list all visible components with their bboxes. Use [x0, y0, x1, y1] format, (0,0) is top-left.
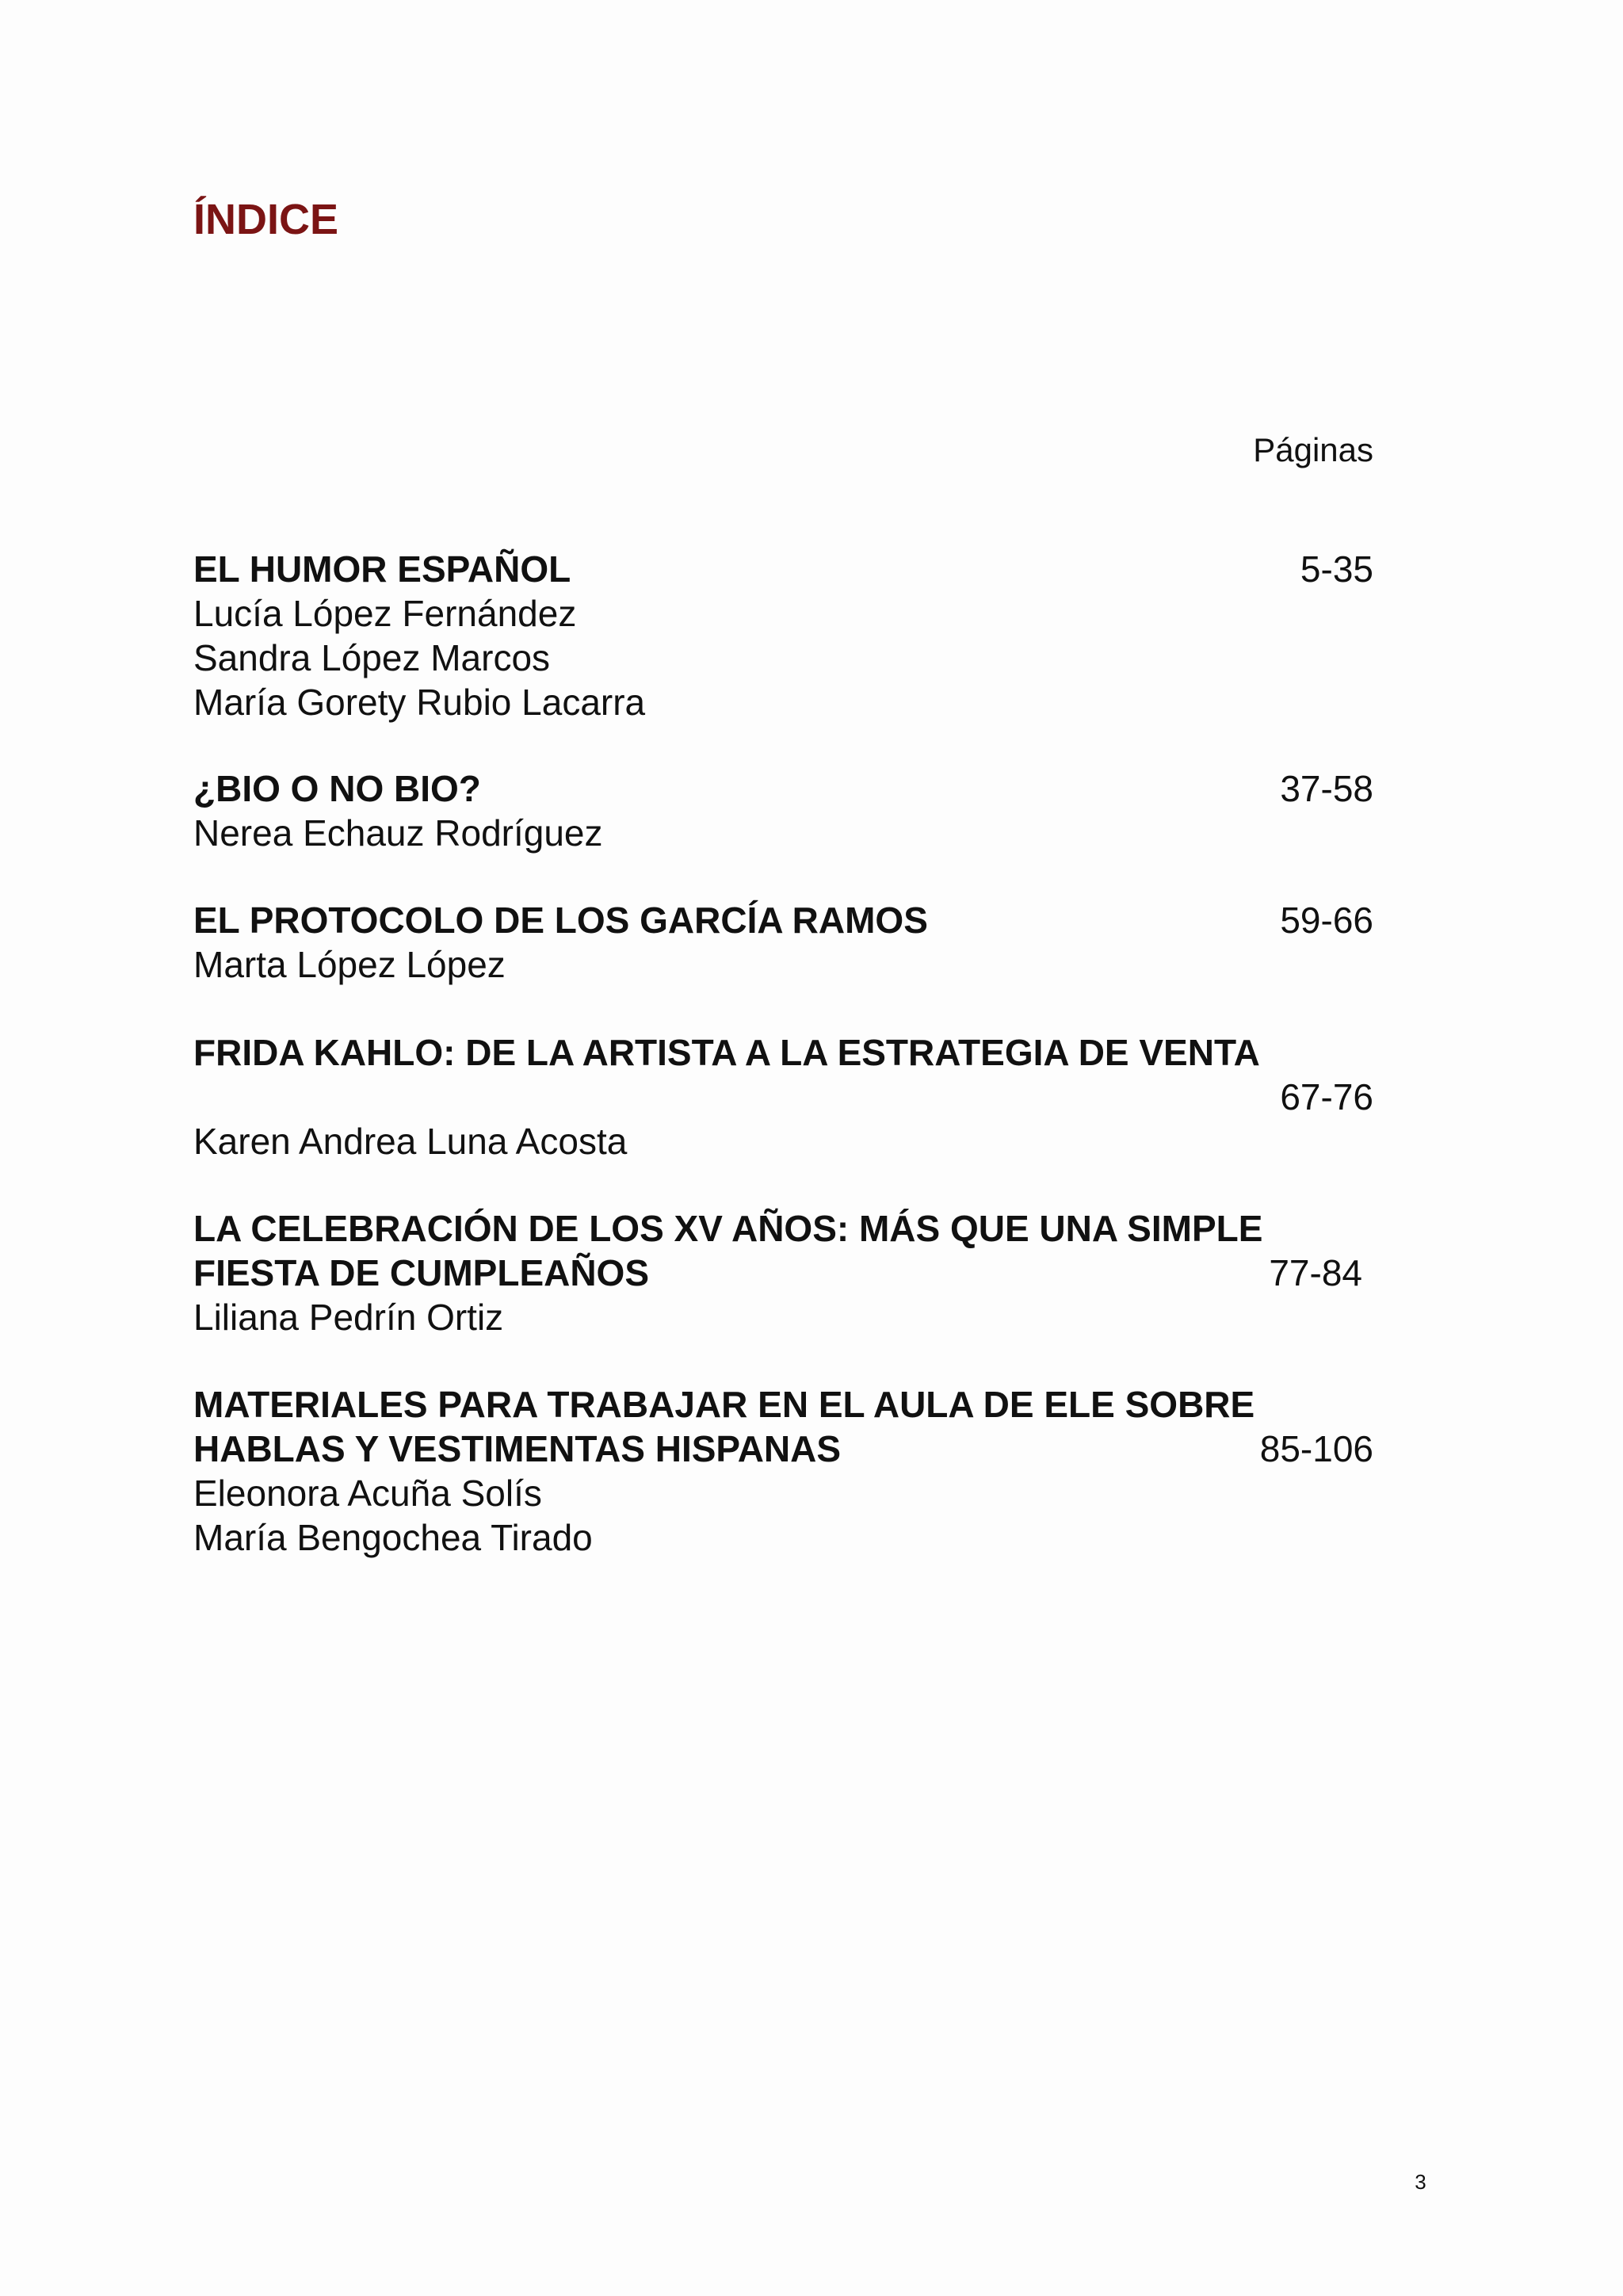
entry-title-line[interactable] — [193, 1382, 1373, 1427]
entry-title-line[interactable] — [193, 766, 1373, 811]
toc-entry[interactable] — [193, 1382, 1373, 1560]
entry-pages: 37-58 — [1280, 768, 1373, 809]
entry-author: Sandra López Marcos — [193, 637, 551, 678]
entry-author: Liliana Pedrín Ortiz — [193, 1297, 504, 1338]
entry-title: FRIDA KAHLO: DE LA ARTISTA A LA ESTRATEGIA DE VENTA — [193, 1032, 1260, 1073]
entry-author: Karen Andrea Luna Acosta — [193, 1121, 628, 1162]
entry-title-line[interactable] — [193, 898, 1373, 942]
entry-title-line[interactable] — [193, 1251, 1373, 1295]
entry-title-line[interactable] — [193, 1206, 1373, 1251]
entry-pages: 85-106 — [1259, 1428, 1373, 1469]
entry-author: María Bengochea Tirado — [193, 1517, 593, 1558]
entry-title: FIESTA DE CUMPLEAÑOS — [193, 1252, 650, 1293]
entry-title-line[interactable] — [193, 1030, 1373, 1075]
toc-entry[interactable] — [193, 547, 1373, 724]
pages-column-header: Páginas — [1253, 431, 1373, 468]
entry-pages: 77-84 — [1269, 1252, 1362, 1293]
entry-title: LA CELEBRACIÓN DE LOS XV AÑOS: MÁS QUE UNA SIMPLE — [193, 1208, 1263, 1249]
toc-entry[interactable] — [193, 1206, 1373, 1339]
entry-title: MATERIALES PARA TRABAJAR EN EL AULA DE ELE SOBRE — [193, 1384, 1255, 1425]
entry-title: EL HUMOR ESPAÑOL — [193, 548, 571, 590]
entry-author: Lucía López Fernández — [193, 593, 577, 634]
entry-pages: 67-76 — [1280, 1076, 1373, 1117]
entry-author: Eleonora Acuña Solís — [193, 1473, 542, 1514]
page-title: ÍNDICE — [193, 196, 339, 243]
toc-entry[interactable] — [193, 898, 1373, 987]
entry-author: Marta López López — [193, 944, 506, 985]
toc-entry[interactable] — [193, 1030, 1373, 1163]
entry-title-line[interactable] — [193, 547, 1373, 591]
toc-entry[interactable] — [193, 766, 1373, 855]
entry-title-line[interactable] — [193, 1427, 1373, 1471]
entry-pages: 59-66 — [1280, 900, 1373, 941]
entry-pages-line — [193, 1075, 1373, 1119]
entry-pages: 5-35 — [1300, 548, 1373, 590]
entry-title: HABLAS Y VESTIMENTAS HISPANAS — [193, 1428, 842, 1469]
entry-title: EL PROTOCOLO DE LOS GARCÍA RAMOS — [193, 900, 928, 941]
entry-author: Nerea Echauz Rodríguez — [193, 812, 603, 854]
entry-author: María Gorety Rubio Lacarra — [193, 682, 646, 723]
entry-title: ¿BIO O NO BIO? — [193, 768, 481, 809]
page-number: 3 — [1415, 2170, 1426, 2194]
